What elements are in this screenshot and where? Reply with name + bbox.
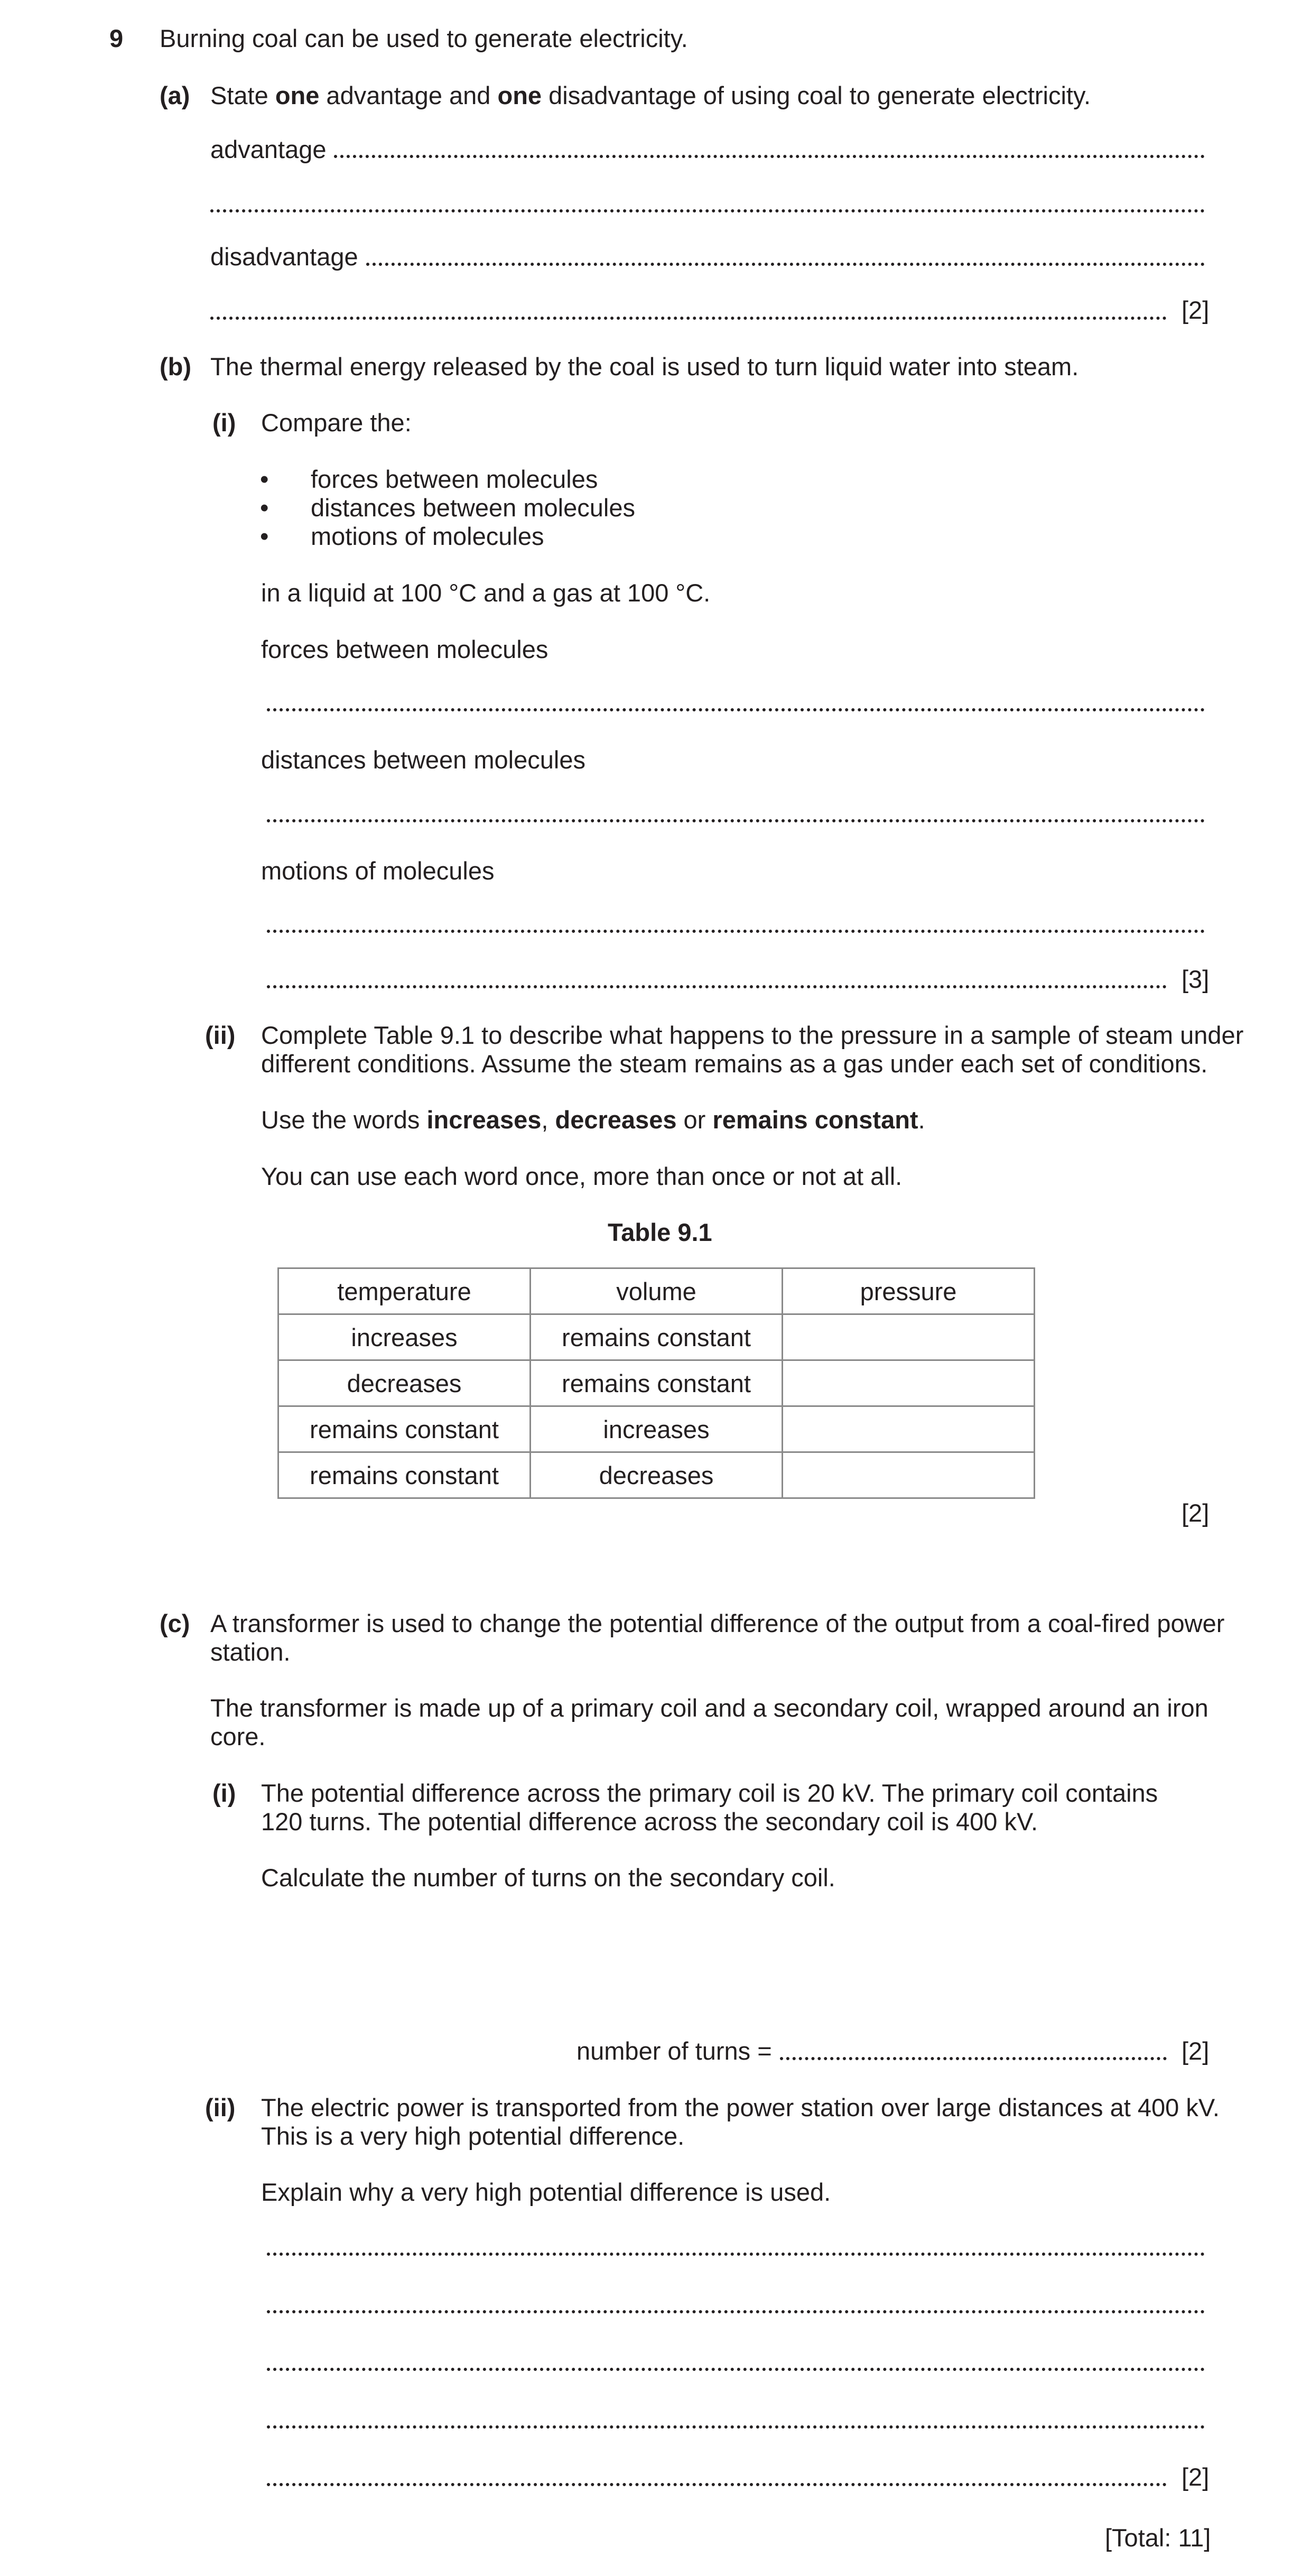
explain-answer-line[interactable] xyxy=(267,2253,1205,2256)
question-stem: Burning coal can be used to generate electricity. xyxy=(160,24,688,52)
question-total: [Total: 11] xyxy=(1105,2524,1211,2552)
number-of-turns-label: number of turns = xyxy=(577,2037,772,2065)
table-cell-temperature: remains constant xyxy=(278,1452,531,1498)
motions-answer-line-2[interactable] xyxy=(267,985,1167,988)
advantage-label: advantage xyxy=(210,135,327,163)
table-cell-pressure-answer[interactable] xyxy=(783,1406,1035,1452)
part-c-para2-line1: The transformer is made up of a primary coil and a secondary coil, wrapped around an iron xyxy=(210,1694,1208,1722)
part-c-i-instruction: Calculate the number of turns on the secondary coil. xyxy=(261,1864,835,1892)
table-cell-volume: remains constant xyxy=(531,1360,783,1406)
usage-note: You can use each word once, more than once or not at all. xyxy=(261,1162,903,1190)
explain-answer-line[interactable] xyxy=(267,2368,1205,2371)
table-header-volume: volume xyxy=(531,1268,783,1314)
motions-label: motions of molecules xyxy=(261,857,495,885)
part-c-ii-line2: This is a very high potential difference. xyxy=(261,2122,685,2150)
question-number: 9 xyxy=(109,24,124,52)
part-c-ii-instruction: Explain why a very high potential difference is used. xyxy=(261,2178,831,2206)
explain-answer-line[interactable] xyxy=(267,2425,1205,2429)
part-c-i-label: (i) xyxy=(212,1779,236,1807)
advantage-answer-line-2[interactable] xyxy=(210,209,1205,212)
table-row xyxy=(278,1452,1035,1498)
distances-label: distances between molecules xyxy=(261,746,585,774)
part-c-ii-line1: The electric power is transported from the power station over large distances at 400 kV. xyxy=(261,2093,1220,2121)
part-b-label: (b) xyxy=(160,353,192,381)
bullet-marker: • xyxy=(260,494,269,522)
advantage-answer-line[interactable] xyxy=(334,155,1205,158)
condition-text: in a liquid at 100 °C and a gas at 100 °C. xyxy=(261,579,711,607)
table-9-1 xyxy=(277,1267,1035,1499)
part-c-label: (c) xyxy=(160,1609,190,1637)
bullet-motions: motions of molecules xyxy=(311,522,544,550)
part-b-i-marks: [3] xyxy=(1182,965,1210,993)
table-header-pressure: pressure xyxy=(783,1268,1035,1314)
table-title: Table 9.1 xyxy=(608,1218,712,1246)
table-cell-temperature: decreases xyxy=(278,1360,531,1406)
part-c-para1-line1: A transformer is used to change the potential difference of the output from a coal-fired power xyxy=(210,1609,1225,1637)
bullet-forces: forces between molecules xyxy=(311,465,598,493)
table-cell-volume: increases xyxy=(531,1406,783,1452)
part-b-ii-prompt-line2: different conditions. Assume the steam remains as a gas under each set of conditions. xyxy=(261,1050,1208,1078)
disadvantage-answer-line-2[interactable] xyxy=(210,317,1167,320)
part-c-i-marks: [2] xyxy=(1182,2037,1210,2065)
distances-answer-line[interactable] xyxy=(267,819,1205,822)
part-c-ii-label: (ii) xyxy=(205,2093,236,2121)
part-b-i-label: (i) xyxy=(212,409,236,437)
part-b-ii-label: (ii) xyxy=(205,1021,236,1049)
table-cell-volume: remains constant xyxy=(531,1314,783,1360)
table-cell-pressure-answer[interactable] xyxy=(783,1314,1035,1360)
part-c-i-line2: 120 turns. The potential difference across the secondary coil is 400 kV. xyxy=(261,1808,1038,1836)
table-cell-temperature: remains constant xyxy=(278,1406,531,1452)
bullet-marker: • xyxy=(260,465,269,493)
part-a-prompt: State one advantage and one disadvantage of using coal to generate electricity. xyxy=(210,81,1091,109)
part-c-i-line1: The potential difference across the primary coil is 20 kV. The primary coil contains xyxy=(261,1779,1158,1807)
part-b-stem: The thermal energy released by the coal is used to turn liquid water into steam. xyxy=(210,353,1079,381)
table-header-row xyxy=(278,1268,1035,1314)
bullet-distances: distances between molecules xyxy=(311,494,635,522)
part-c-ii-marks: [2] xyxy=(1182,2463,1210,2491)
part-a-label: (a) xyxy=(160,81,190,109)
table-cell-volume: decreases xyxy=(531,1452,783,1498)
table-row xyxy=(278,1314,1035,1360)
table-row xyxy=(278,1406,1035,1452)
disadvantage-answer-line[interactable] xyxy=(366,263,1205,266)
forces-label: forces between molecules xyxy=(261,635,548,663)
explain-answer-line[interactable] xyxy=(267,2310,1205,2313)
table-row xyxy=(278,1360,1035,1406)
word-choice-instruction: Use the words increases, decreases or remains constant. xyxy=(261,1106,925,1134)
part-b-i-prompt: Compare the: xyxy=(261,409,412,437)
part-c-para2-line2: core. xyxy=(210,1722,266,1750)
number-of-turns-answer-line[interactable] xyxy=(780,2057,1167,2060)
bullet-marker: • xyxy=(260,522,269,550)
part-b-ii-prompt-line1: Complete Table 9.1 to describe what happens to the pressure in a sample of steam under xyxy=(261,1021,1244,1049)
forces-answer-line[interactable] xyxy=(267,708,1205,711)
table-header-temperature: temperature xyxy=(278,1268,531,1314)
motions-answer-line[interactable] xyxy=(267,930,1205,933)
part-b-ii-marks: [2] xyxy=(1182,1499,1210,1527)
part-c-para1-line2: station. xyxy=(210,1638,291,1666)
explain-answer-line[interactable] xyxy=(267,2483,1167,2486)
table-cell-temperature: increases xyxy=(278,1314,531,1360)
disadvantage-label: disadvantage xyxy=(210,243,358,271)
part-a-marks: [2] xyxy=(1182,296,1210,324)
table-cell-pressure-answer[interactable] xyxy=(783,1452,1035,1498)
table-cell-pressure-answer[interactable] xyxy=(783,1360,1035,1406)
